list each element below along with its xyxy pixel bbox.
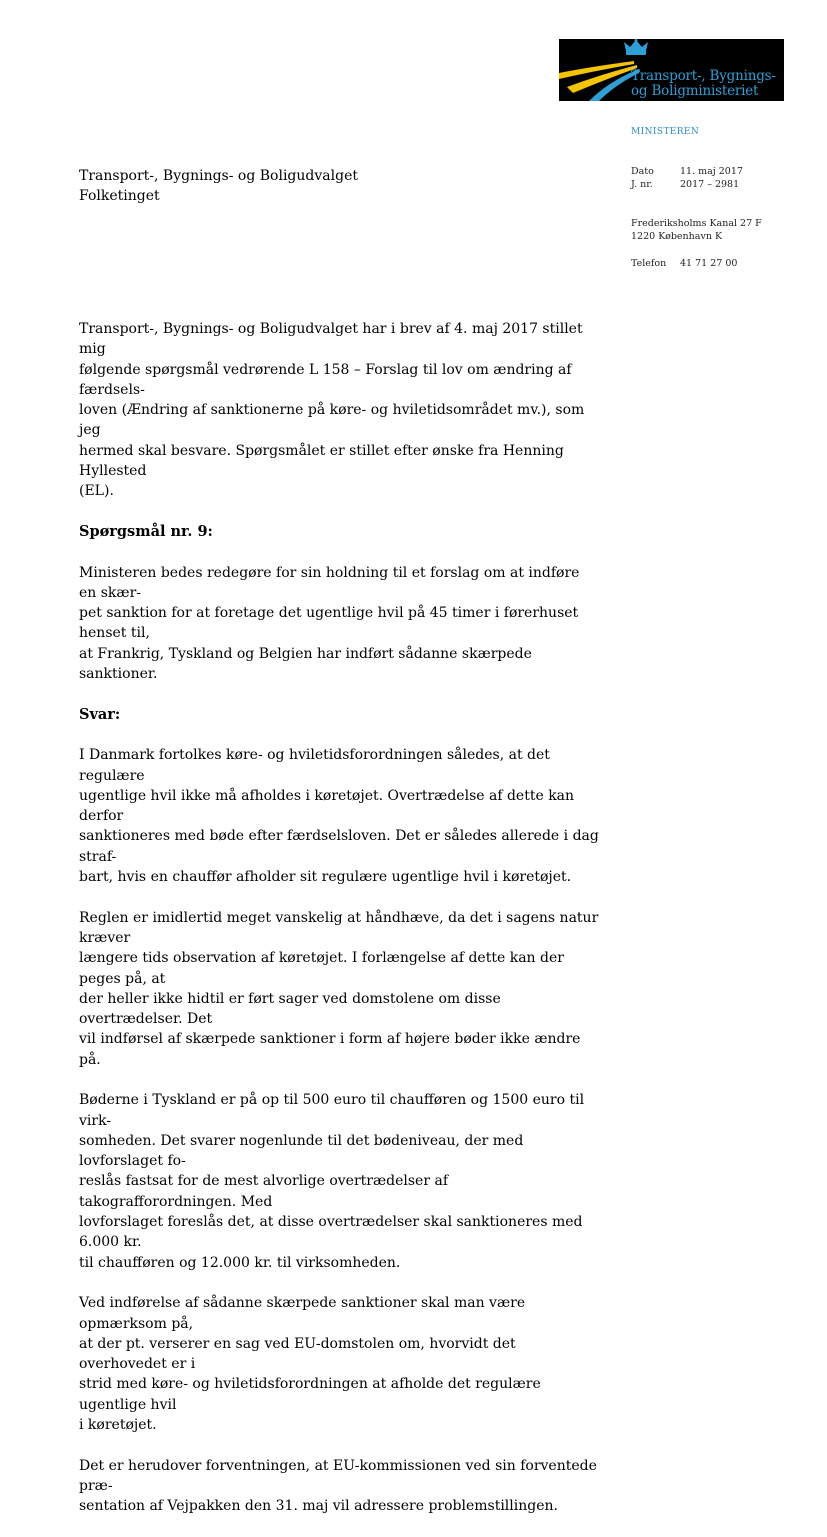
question-paragraph: Ministeren bedes redegøre for sin holdning til et forslag om at indføre en skær- pet sanktion for at foretage det ugentlige hvil på 45 timer i førerhuset henset til, at Frankrig, Tyskland og Belgien har indført sådanne skærpede sanktioner. bbox=[79, 564, 580, 683]
phone-row bbox=[631, 258, 737, 269]
date-label: Dato bbox=[631, 166, 654, 177]
answer-heading: Svar: bbox=[79, 705, 121, 723]
journal-number-row bbox=[631, 179, 739, 190]
date-row bbox=[631, 166, 743, 177]
answer-paragraph-5: Det er herudover forventningen, at EU-kommissionen ved sin forventede præ- sentation af Vejpakken den 31. maj vil adressere problemstillingen. bbox=[79, 1457, 597, 1515]
intro-paragraph: Transport-, Bygnings- og Boligudvalget har i brev af 4. maj 2017 stillet mig følgende spørgsmål vedrørende L 158 – Forslag til lov om ændring af færdsels- loven (Ændring af sanktionerne på køre- og hviletidsområdet mv.), som jeg hermed skal besvare. Spørgsmålet er stillet efter ønske fra Henning Hyllested (EL). bbox=[79, 321, 585, 500]
logo-text-line2: og Boligministeriet bbox=[631, 83, 759, 99]
recipient-parliament: Folketinget bbox=[79, 188, 160, 204]
answer-paragraph-2: Reglen er imidlertid meget vanskelig at håndhæve, da det i sagens natur kræver længere tids observation af køretøjet. I forlængelse af dette kan der peges på, at der heller ikke hidtil er ført sager ved domstolene om disse overtrædelser. Det vil indførsel af skærpede sanktioner i form af højere bøder ikke ændre på. bbox=[79, 909, 599, 1068]
journal-number-value: 2017 – 2981 bbox=[680, 179, 740, 190]
recipient-committee: Transport-, Bygnings- og Boligudvalget bbox=[79, 168, 358, 184]
answer-paragraph-3: Bøderne i Tyskland er på op til 500 euro til chaufføren og 1500 euro til virk- somheden. Det svarer nogenlunde til det bødeniveau, der med lovforslaget fo- reslås fastsat for de mest alvorlige overtrædelser af takografforordningen. Med lovforslaget foreslås det, at disse overtrædelser skal sanktioneres med 6.000 kr. til chaufføren og 12.000 kr. til virksomheden. bbox=[79, 1092, 585, 1271]
recipient-block bbox=[79, 166, 358, 206]
phone-value: 41 71 27 00 bbox=[680, 258, 738, 269]
journal-number-label: J. nr. bbox=[631, 179, 653, 190]
address-line2: 1220 København K bbox=[631, 231, 723, 242]
sender-title: MINISTEREN bbox=[631, 127, 700, 137]
date-value: 11. maj 2017 bbox=[680, 166, 743, 177]
letter-body bbox=[79, 319, 599, 1537]
question-heading: Spørgsmål nr. 9: bbox=[79, 522, 213, 540]
ministry-logo bbox=[559, 39, 784, 101]
phone-label: Telefon bbox=[631, 258, 667, 269]
address-line1: Frederiksholms Kanal 27 F bbox=[631, 218, 762, 229]
answer-paragraph-4: Ved indførelse af sådanne skærpede sanktioner skal man være opmærksom på, at der pt. verserer en sag ved EU-domstolen om, hvorvidt det overhovedet er i strid med køre- og hviletidsforordningen at afholde det regulære ugentlige hvil i køretøjet. bbox=[79, 1295, 541, 1434]
answer-paragraph-1: I Danmark fortolkes køre- og hviletidsforordningen således, at det regulære ugentlige hvil ikke må afholdes i køretøjet. Overtrædelse af dette kan derfor sanktioneres med bøde efter færdselsloven. Det er således allerede i dag straf- bart, hvis en chauffør afholder sit regulære ugentlige hvil i køretøjet. bbox=[79, 747, 599, 886]
logo-text-line1: Transport-, Bygnings- bbox=[631, 68, 776, 84]
